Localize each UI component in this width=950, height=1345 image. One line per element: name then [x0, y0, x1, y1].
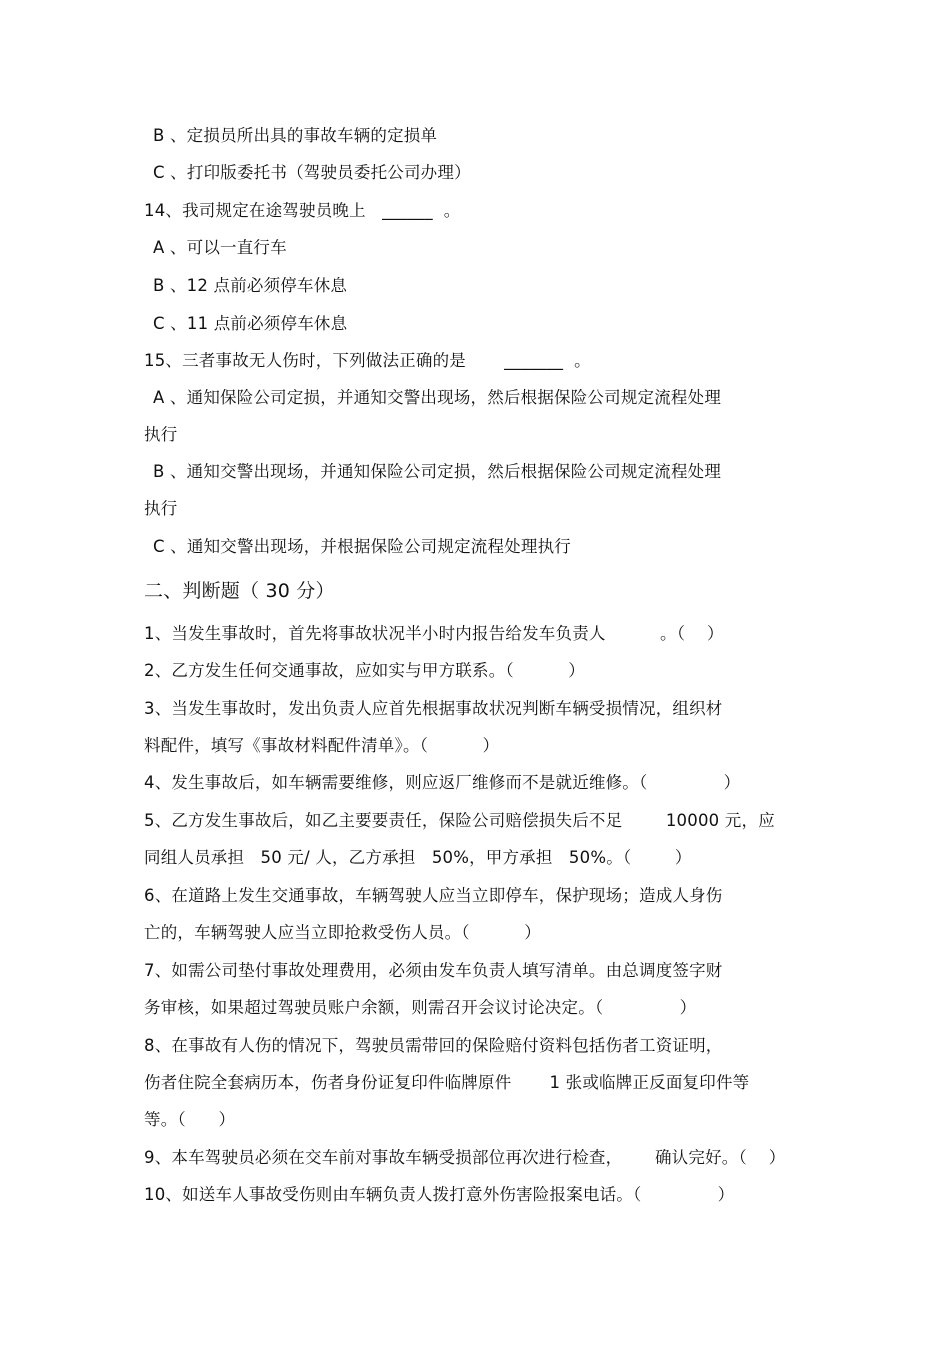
tf-item-5: 5、乙方发生事故后，如乙主要要责任，保险公司赔偿损失后不足 10000 元，应 [144, 811, 775, 830]
tf-item-1: 1、当发生事故时，首先将事故状况半小时内报告给发车负责人 。（ ） [144, 624, 724, 643]
q15-option-b: B 、通知交警出现场，并通知保险公司定损，然后根据保险公司规定流程处理 [153, 462, 722, 481]
tf-item-8-continued: 伤者住院全套病历本，伤者身份证复印件临牌原件 1 张或临牌正反面复印件等 [144, 1073, 750, 1092]
tf-item-3: 3、当发生事故时，发出负责人应首先根据事故状况判断车辆受损情况，组织材 [144, 699, 723, 718]
question-15: 15、三者事故无人伤时，下列做法正确的是 _______ 。 [144, 351, 591, 370]
section-two-heading: 二、判断题（ 30 分） [144, 580, 335, 602]
q15-option-b-continued: 执行 [144, 499, 178, 518]
q14-option-a: A 、可以一直行车 [153, 238, 287, 257]
tf-item-5-continued: 同组人员承担 50 元/ 人，乙方承担 50%，甲方承担 50%。（ ） [144, 848, 692, 867]
tf-item-3-continued: 料配件，填写《事故材料配件清单》。（ ） [144, 736, 500, 755]
tf-item-8-end: 等。（ ） [144, 1110, 236, 1129]
option-b-damage-assessment: B 、定损员所出具的事故车辆的定损单 [153, 126, 438, 145]
question-14: 14、我司规定在途驾驶员晚上 ______ 。 [144, 201, 461, 220]
tf-item-4: 4、发生事故后，如车辆需要维修，则应返厂维修而不是就近维修。（ ） [144, 773, 741, 792]
tf-item-7: 7、如需公司垫付事故处理费用，必须由发车负责人填写清单。由总调度签字财 [144, 961, 723, 980]
tf-item-9: 9、本车驾驶员必须在交车前对事故车辆受损部位再次进行检查， 确认完好。（ ） [144, 1148, 786, 1167]
q15-option-a-continued: 执行 [144, 425, 178, 444]
option-c-power-of-attorney: C 、打印版委托书（驾驶员委托公司办理） [153, 163, 471, 182]
q14-option-b: B 、12 点前必须停车休息 [153, 276, 348, 295]
q14-option-c: C 、11 点前必须停车休息 [153, 314, 348, 333]
tf-item-7-continued: 务审核，如果超过驾驶员账户余额，则需召开会议讨论决定。（ ） [144, 998, 697, 1017]
tf-item-6-continued: 亡的，车辆驾驶人应当立即抢救受伤人员。（ ） [144, 923, 541, 942]
tf-item-6: 6、在道路上发生交通事故，车辆驾驶人应当立即停车，保护现场；造成人身伤 [144, 886, 723, 905]
q15-option-c: C 、通知交警出现场，并根据保险公司规定流程处理执行 [153, 537, 571, 556]
tf-item-2: 2、乙方发生任何交通事故，应如实与甲方联系。（ ） [144, 661, 585, 680]
tf-item-8: 8、在事故有人伤的情况下，驾驶员需带回的保险赔付资料包括伤者工资证明， [144, 1036, 723, 1055]
tf-item-10: 10、如送车人事故受伤则由车辆负责人拨打意外伤害险报案电话。（ ） [144, 1185, 735, 1204]
q15-option-a: A 、通知保险公司定损，并通知交警出现场，然后根据保险公司规定流程处理 [153, 388, 722, 407]
